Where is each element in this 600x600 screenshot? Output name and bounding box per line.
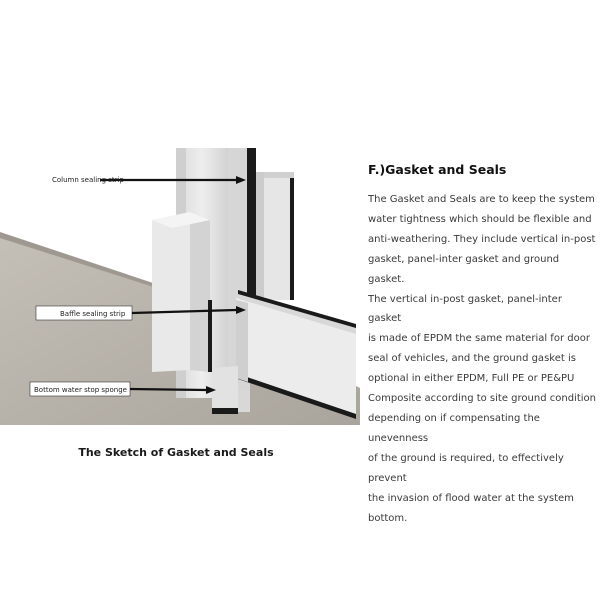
body-line: The Gasket and Seals are to keep the system: [368, 194, 595, 205]
body-line: water tightness which should be flexible and: [368, 213, 592, 225]
column-sealing-strip: [247, 148, 256, 298]
body-line: is made of EPDM the same material for door: [368, 333, 590, 345]
base-shoe: [212, 366, 238, 412]
body-line: the invasion of flood water at the system: [368, 492, 574, 504]
label-bottom-water-stop-sponge: Bottom water stop sponge: [34, 386, 127, 394]
label-column-sealing-strip: Column sealing strip: [52, 176, 124, 184]
section-title: F.)Gasket and Seals: [368, 162, 507, 177]
body-line: bottom.: [368, 512, 408, 524]
baffle-post: [152, 212, 190, 372]
body-line: Composite according to site ground condition: [368, 393, 596, 405]
body-line: depending on if compensating the unevenness: [368, 412, 540, 444]
body-line: of the ground is required, to effectively prevent: [368, 452, 564, 484]
body-line: anti-weathering. They include vertical in-post: [368, 233, 596, 245]
body-line: optional in either EPDM, Full PE or PE&PU: [368, 373, 575, 385]
body-line: gasket, panel-inter gasket and ground gasket.: [368, 253, 560, 285]
gasket-sketch-illustration: [0, 120, 360, 430]
label-baffle-sealing-strip: Baffle sealing strip: [60, 310, 126, 318]
body-line: seal of vehicles, and the ground gasket is: [368, 353, 576, 365]
body-line: The vertical in-post gasket, panel-inter gasket: [368, 293, 562, 325]
bottom-water-stop-sponge: [212, 408, 238, 414]
sketch-caption: The Sketch of Gasket and Seals: [78, 446, 274, 459]
section-body: [368, 190, 597, 528]
